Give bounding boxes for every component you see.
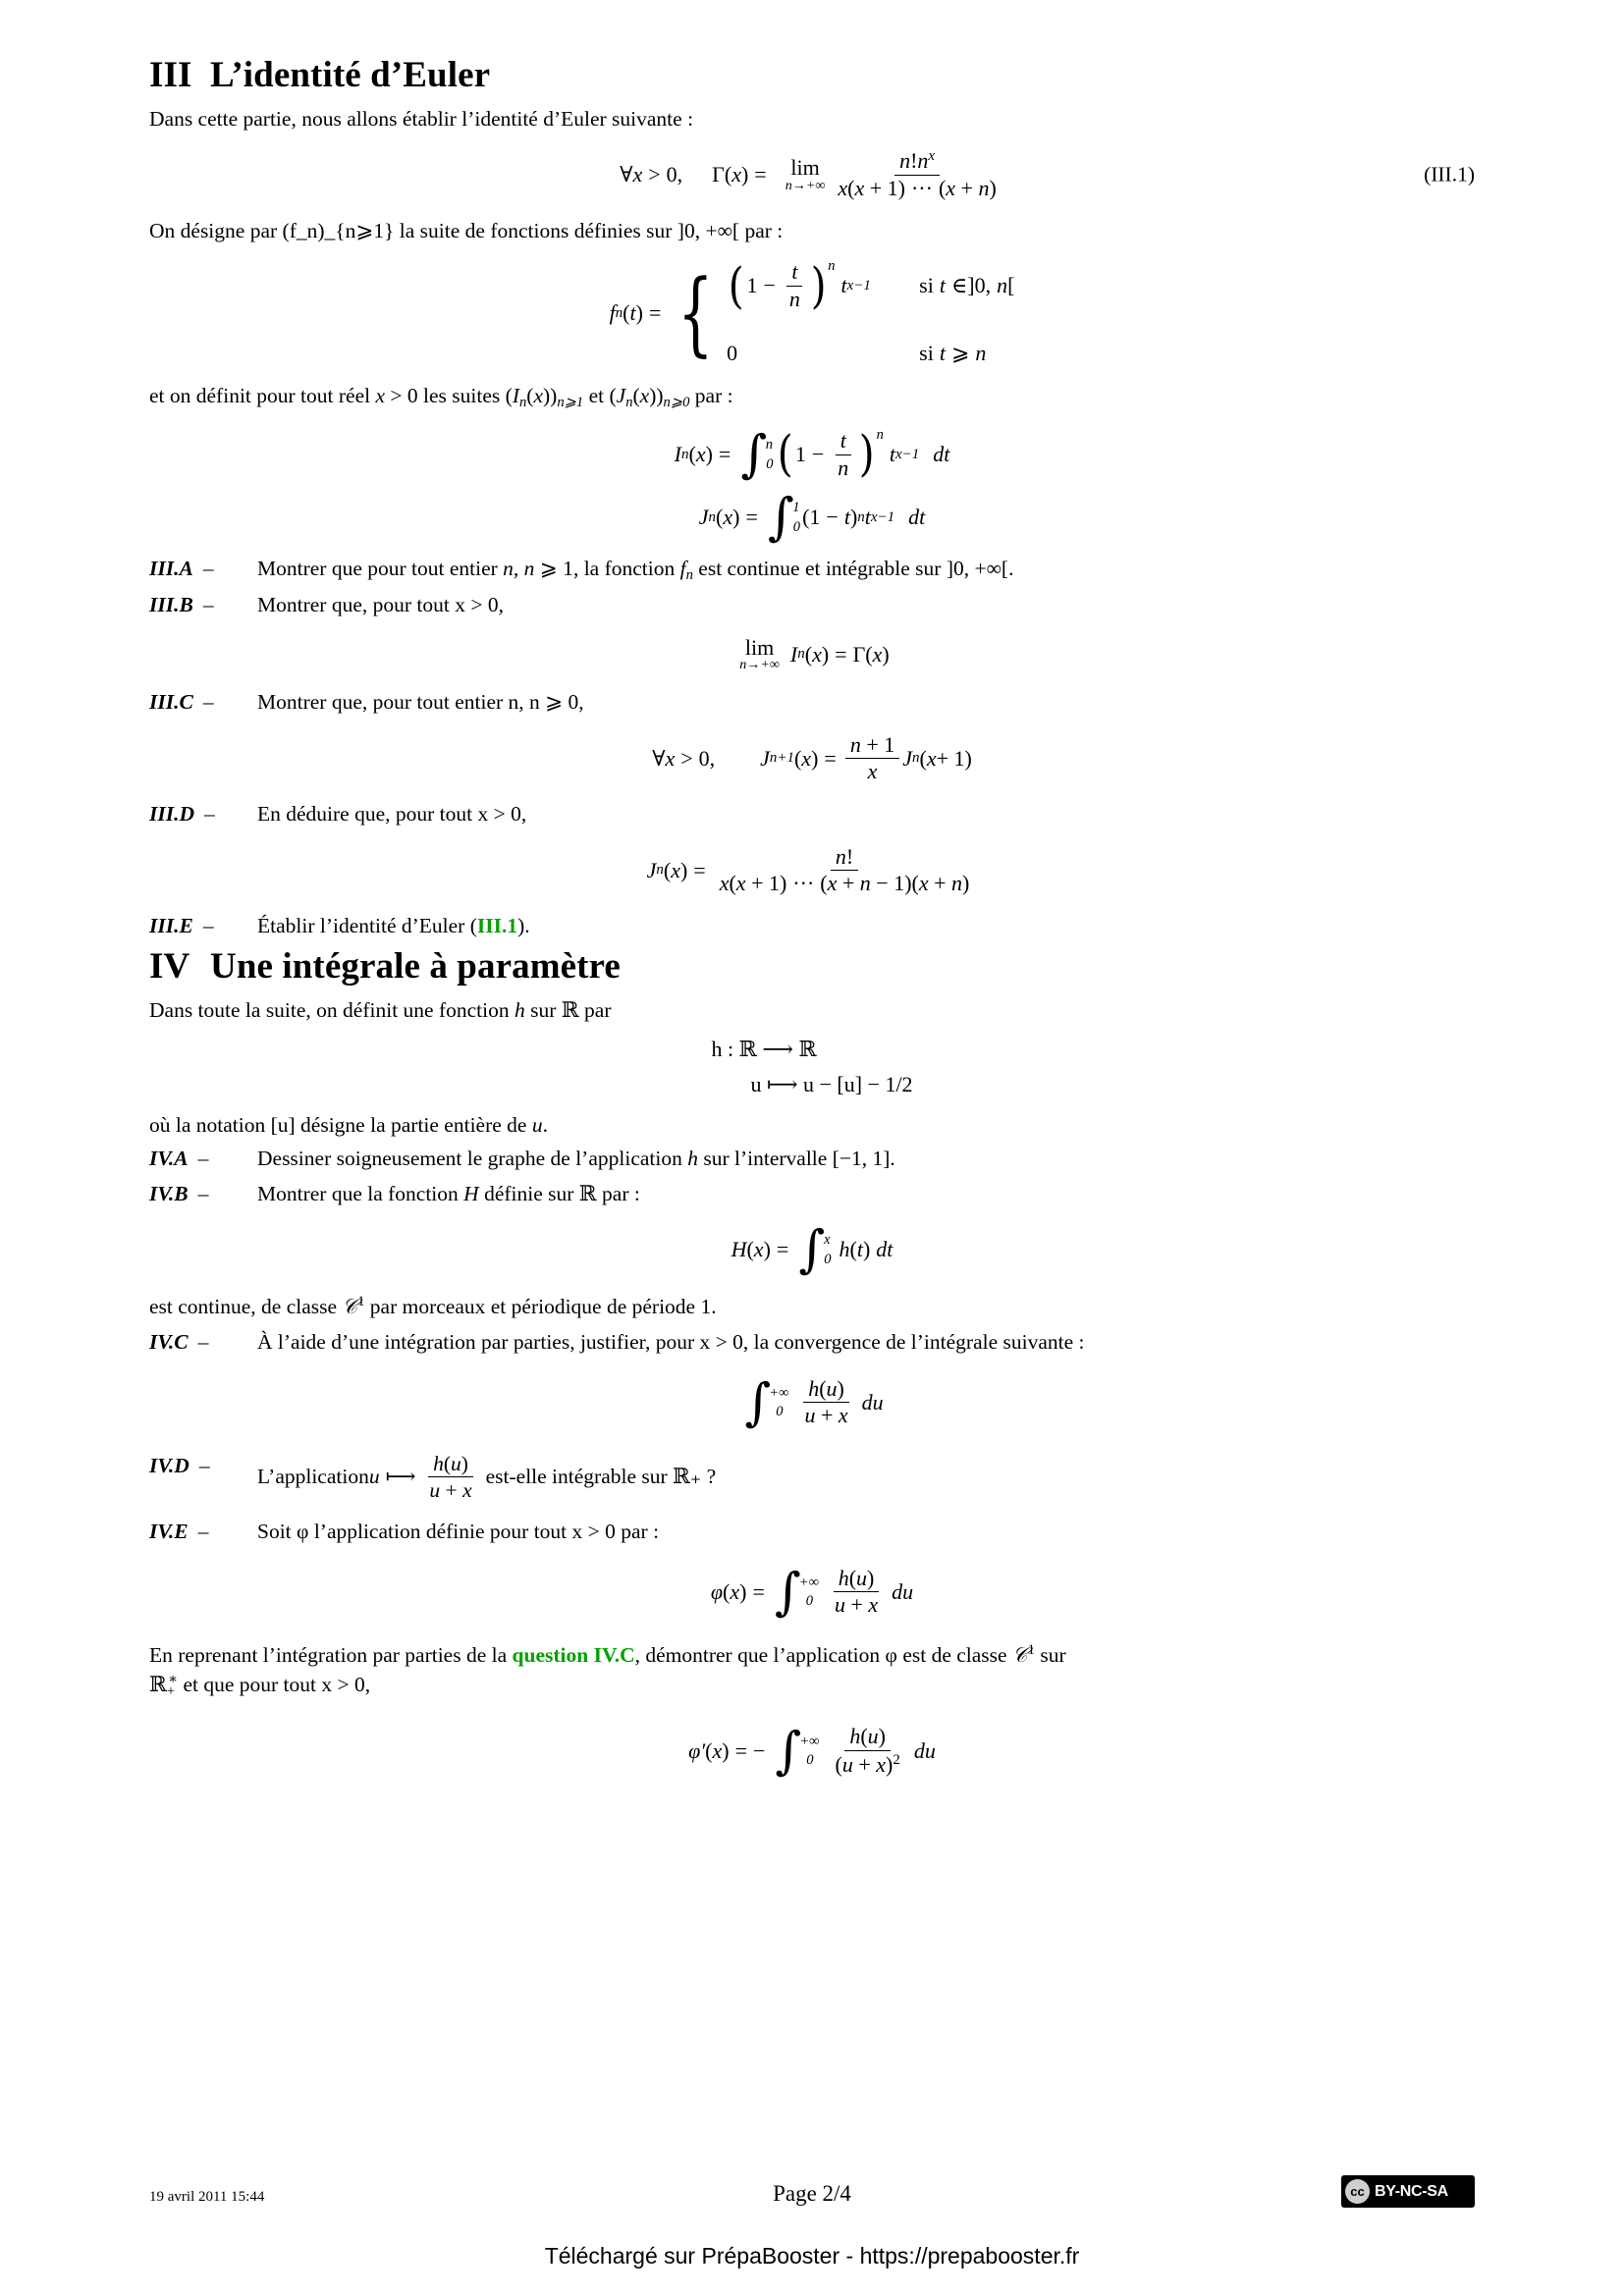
question-iii-a-label: III.A – (149, 557, 214, 581)
integral-0-to-infty-1: ∫ +∞ 0 (744, 1372, 789, 1432)
question-iii-a (149, 555, 1475, 585)
section-iii-intro: Dans cette partie, nous allons établir l’identité d’Euler suivante : (149, 106, 694, 131)
si-word-2: si (919, 341, 934, 366)
fn-intro-text: On désigne par (f_n)_{n⩾1} la suite de fonctions définies sur ]0, +∞[ par : (149, 218, 784, 242)
si-word-1: si (919, 273, 934, 298)
question-iv-b-text: Montrer que la fonction H définie sur ℝ par : (257, 1181, 640, 1205)
mapping-block (711, 1037, 912, 1097)
integral-0-to-1: ∫ 1 0 (767, 488, 801, 548)
in-jn-intro-a: et on définit pour tout réel (149, 384, 376, 408)
h-over-u-plus-x-1: $\frac{h(u)}{u + x}$ (804, 1375, 848, 1428)
question-iii-c (149, 688, 1475, 718)
h-over-u-plus-x-squared: $\frac{h(u)}{(u + x)^2}$ (835, 1724, 900, 1777)
question-iii-d-text: En déduire que, pour tout x > 0, (257, 801, 527, 826)
closing-paragraph: En reprenant l’intégration par parties de la question IV.C, démontrer que l’application φ est de classe 𝒞$^1$ sur ℝ$_+$∗ et que pour tout x > 0, (149, 1641, 1066, 1699)
notation-text: où la notation [u] désigne la partie entière de u. (149, 1112, 548, 1137)
section-iv-title: Une intégrale à paramètre (210, 946, 621, 988)
one-minus-t-over-n: ( 1 − $\frac{t}{n}$ ) n (728, 256, 836, 314)
n-plus-one-over-x: $\frac{n + 1}{x}$ (845, 733, 899, 784)
integral-symbol-2: ∫ (767, 488, 794, 548)
formula-jn-definition: J n ( x ) = ∫ 1 0 (1 − t ) n t x−1 dt (698, 488, 926, 548)
footer-page-number: Page 2/4 (773, 2181, 851, 2206)
question-iii-b (149, 591, 1475, 620)
section-iv-intro-pre: Dans toute la suite, on définit une fonction (149, 997, 514, 1022)
in-jn-intro: et on définit pour tout réel x > 0 les suites $(I_n(x))_{n⩾1}$ et $(J_n(x))_{n⩾0}$ par : (149, 384, 733, 411)
phi-symbol-2: φ (688, 1737, 701, 1763)
case-row-2: 0 si t ⩾ n (727, 341, 987, 366)
case-2-value: 0 (727, 341, 738, 366)
formula-h-capital-integral: H ( x ) = ∫ x 0 h ( t ) dt (731, 1220, 893, 1280)
geq-symbol-1: ⩾ (950, 341, 970, 366)
forall-symbol-2: ∀ (652, 745, 666, 771)
integral-0-to-n: ∫ n 0 (740, 425, 774, 485)
question-iv-d-text: L’application u ⟼ $\frac{h(u)}{u + x}$ est-elle intégrable sur ℝ₊ ? (257, 1451, 717, 1502)
section-iv-intro: Dans toute la suite, on définit une fonction h sur ℝ par (149, 997, 612, 1022)
left-brace: { (677, 259, 715, 366)
question-iv-e (149, 1518, 1475, 1547)
lim-word-2: lim (744, 635, 775, 661)
integral-symbol-4: ∫ (744, 1372, 772, 1432)
mapping-row-1: h : ℝ ⟶ ℝ (711, 1036, 817, 1061)
section-iii-title: L’identité d’Euler (210, 55, 491, 95)
section-heading-iii (149, 55, 1475, 97)
gamma-symbol: Γ (712, 161, 725, 187)
h-over-u-plus-x-2: $\frac{h(u)}{u + x}$ (429, 1451, 472, 1502)
question-iii-e-text: Établir l’identité d’Euler (III.1). (257, 913, 530, 937)
in-jn-intro-b: les suites (417, 384, 506, 408)
link-iii-1[interactable]: III.1 (476, 913, 518, 937)
in-symbol: ∈ (950, 273, 968, 298)
limit-operator (785, 156, 826, 192)
euler-fraction: $\frac{n!n^x}{x(x + 1) \cdot\cdot\cdot (x + n)}$ (838, 148, 997, 200)
integral-symbol-6: ∫ (775, 1721, 802, 1781)
cc-license-text: BY-NC-SA (1375, 2182, 1448, 2200)
question-iv-d-label: IV.D – (149, 1453, 210, 1477)
minus-1: − (763, 273, 776, 298)
question-iv-c (149, 1328, 1475, 1358)
question-iv-a-label: IV.A – (149, 1147, 209, 1171)
notation-pre: où la notation [u] désigne la partie entière de (149, 1112, 532, 1137)
equation-number-iii-1: (III.1) (1424, 162, 1475, 187)
closing-post: sur (1034, 1643, 1066, 1668)
notation-post: . (542, 1112, 548, 1137)
question-iv-c-label: IV.C – (149, 1330, 209, 1355)
formula-in-definition: I n ( x ) = ∫ n 0 ( 1 − $\frac{t}{n}$ ) n t x−1 dt (674, 425, 950, 485)
integral-0-to-infty-3: ∫ +∞ 0 (775, 1721, 820, 1781)
question-iv-a (149, 1145, 1475, 1174)
section-iv-intro-post: par (578, 997, 612, 1022)
lim-subscript-2: n→+∞ (739, 657, 780, 673)
formula-euler-body: ∀ x > 0, Γ ( x ) = lim n→+∞ $\frac{n!n^x}{x(x + 1) \cdot\cdot\cdot (x + n)}$ (620, 148, 1004, 200)
question-iii-e-label: III.E – (149, 913, 214, 937)
forall-symbol: ∀ (620, 161, 633, 187)
question-iv-c-text: À l’aide d’une intégration par parties, justifier, pour x > 0, la convergence de l’intégrale suivante : (257, 1330, 1085, 1355)
integral-symbol-3: ∫ (798, 1220, 826, 1280)
jn-fraction: $\frac{n!}{x(x + 1) \cdot\cdot\cdot (x + n - 1)(x + n)}$ (719, 843, 970, 896)
page-content (149, 55, 1475, 1781)
section-iii-number: III (149, 55, 192, 95)
closing-line2: et que pour tout x > 0, (178, 1672, 371, 1696)
formula-h-mapping (149, 1037, 1475, 1097)
question-iii-b-label: III.B – (149, 593, 214, 617)
section-heading-iv (149, 946, 1475, 988)
gt-symbol: > (648, 161, 661, 187)
piecewise-cases (667, 256, 1015, 366)
integral-0-to-infty-2: ∫ +∞ 0 (774, 1562, 819, 1622)
formula-limit-in-equals-gamma: lim n→+∞ I n ( x ) = Γ ( x ) (739, 635, 890, 673)
cdots-2: ··· (792, 871, 815, 896)
formula-phi-derivative: φ ′ ( x ) = − ∫ +∞ 0 $\frac{h(u)}{(u + x)^2}$ du (688, 1721, 936, 1781)
integral-0-to-x: ∫ x 0 (798, 1220, 832, 1280)
formula-jn-closed-form: J n ( x ) = $\frac{n!}{x(x + 1) \cdot\cdot\cdot (x + n - 1)(x + n)}$ (149, 845, 1475, 896)
cdots-1: ··· (910, 175, 933, 200)
case-row-1: ( 1 − $\frac{t}{n}$ ) n t x−1 si t ∈ ]0, n [ (728, 256, 1015, 314)
question-iv-b-label: IV.B – (149, 1181, 209, 1205)
question-iv-e-label: IV.E – (149, 1520, 209, 1544)
formula-ivc-integral: ∫ +∞ 0 $\frac{h(u)}{u + x}$ du (744, 1372, 884, 1432)
mapping-row-2: u ⟼ u − [u] − 1/2 (750, 1071, 913, 1096)
formula-phi-definition: φ ( x ) = ∫ +∞ 0 $\frac{h(u)}{u + x}$ du (710, 1562, 914, 1622)
lim-subscript: n→+∞ (785, 177, 826, 193)
question-iv-a-text: Dessiner soigneusement le graphe de l’application h sur l’intervalle [−1, 1]. (257, 1147, 895, 1171)
closing-pre: En reprenant l’intégration par parties de la (149, 1643, 513, 1668)
creative-commons-badge (1341, 2175, 1475, 2208)
question-iv-d (149, 1452, 1475, 1502)
page-footer (149, 2181, 1475, 2220)
formula-fn-piecewise: f n ( t ) = { ( 1 − $\frac{t}{n}$ ) n t x−1 si t ∈ ]0, n [ 0 si t ⩾ n (609, 256, 1015, 366)
formula-euler-identity (149, 148, 1475, 200)
question-iii-c-label: III.C – (149, 689, 214, 714)
in-jn-intro-c: par : (689, 384, 733, 408)
maps-to-arrow: ⟼ (385, 1464, 416, 1488)
question-iii-e (149, 912, 1475, 941)
question-iii-c-text: Montrer que, pour tout entier n, n ⩾ 0, (257, 689, 584, 714)
phi-symbol-1: φ (710, 1578, 724, 1604)
integral-symbol-5: ∫ (774, 1562, 801, 1622)
formula-jn-plus-one-recurrence: ∀ x > 0, J n+1 ( x ) = $\frac{n + 1}{x}$ J n ( x + 1) (652, 731, 972, 784)
question-iii-b-text: Montrer que, pour tout x > 0, (257, 593, 504, 617)
classe-c1-text: est continue, de classe 𝒞$^1$ par morceaux et périodique de période 1. (149, 1294, 717, 1320)
question-iii-a-text: Montrer que pour tout entier n, n ⩾ 1, la fonction $f_n$ est continue et intégrable sur ]0, +∞[. (257, 557, 1014, 584)
download-source-line: Téléchargé sur PrépaBooster - https://prepabooster.fr (544, 2243, 1080, 2269)
link-question-iv-c[interactable]: question IV.C (512, 1643, 635, 1668)
h-over-u-plus-x-3: $\frac{h(u)}{u + x}$ (834, 1565, 879, 1618)
section-iv-number: IV (149, 946, 190, 988)
gamma-symbol-2: Γ (852, 641, 866, 667)
closing-mid: , démontrer que l’application φ est de classe (634, 1643, 1012, 1668)
question-iii-d (149, 800, 1475, 829)
cc-icon: cc (1345, 2179, 1370, 2204)
question-iii-d-label: III.D – (149, 801, 215, 826)
footer-date: 19 avril 2011 15:44 (149, 2189, 265, 2205)
question-iv-e-text: Soit φ l’application définie pour tout x > 0 par : (257, 1520, 660, 1544)
lim-word: lim (790, 155, 820, 181)
integral-symbol-1: ∫ (740, 425, 768, 485)
question-iv-b (149, 1180, 1475, 1209)
